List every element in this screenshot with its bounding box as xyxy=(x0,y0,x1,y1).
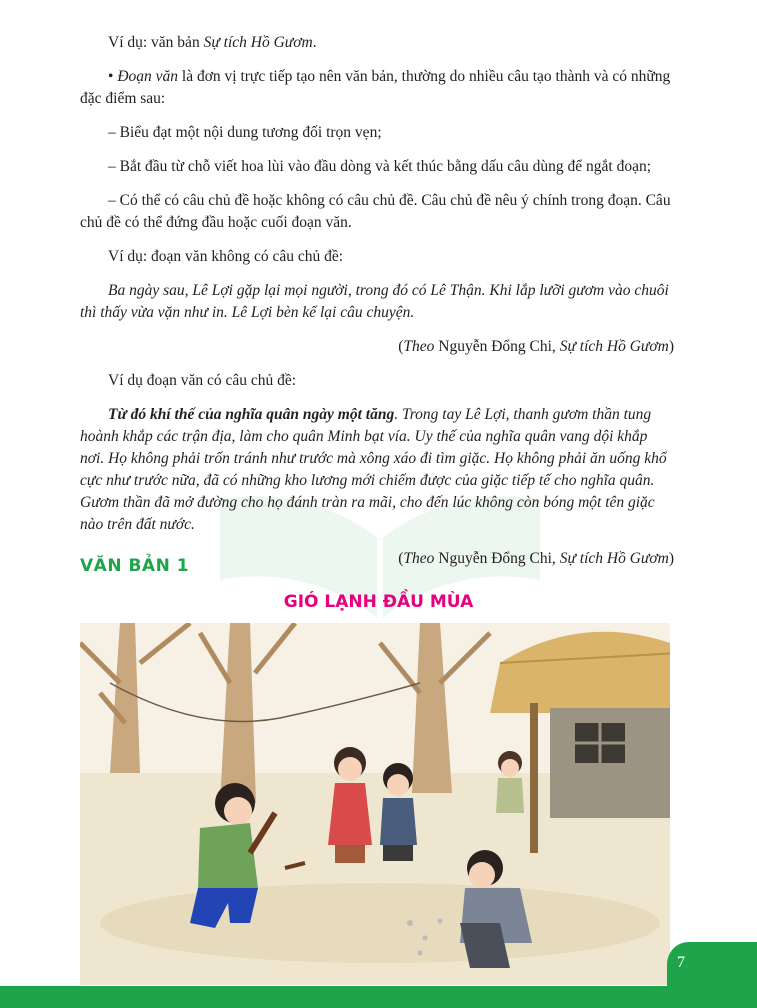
text-run: – Biểu đạt một nội dung tương đối trọn vẹn; xyxy=(108,124,382,141)
story-title: GIÓ LẠNH ĐẦU MÙA xyxy=(283,592,474,612)
story-illustration xyxy=(80,623,670,985)
text-run: ( xyxy=(398,338,404,355)
body-text xyxy=(80,32,674,570)
text-run: Nguyễn Đổng Chi, xyxy=(434,338,560,355)
text-run: . Trong tay Lê Lợi, thanh gươm thần tung hoành khắp các trận địa, làm cho quân Minh bạt vía. Uy thế của nghĩa quân vang dội khắp nơi. Họ không phải trốn tránh như trước mà xông xáo đi tìm giặc. Họ không phải ăn uống khổ cực như trước nữa, đã có những kho lương mới chiếm được của giặc tiếp tế cho nghĩa quân. Gươm thần đã mở đường cho họ đánh tràn ra mãi, cho đến lúc không còn bóng một tên giặc nào trên đất nước. xyxy=(80,406,667,533)
text-run: Sự tích Hồ Gươm xyxy=(559,550,669,567)
text-run: ) xyxy=(668,338,674,355)
example-no-topic-quote xyxy=(80,280,674,324)
feature-3 xyxy=(80,190,674,234)
citation-1 xyxy=(80,336,674,358)
text-run: Ba ngày sau, Lê Lợi gặp lại mọi người, trong đó có Lê Thận. Khi lắp lưỡi gươm vào chuôi thì thấy vừa vặn như in. Lê Lợi bèn kể lại câu chuyện. xyxy=(80,282,669,321)
example-sentence xyxy=(80,32,674,54)
section-label: VĂN BẢN 1 xyxy=(80,556,190,576)
text-run: Ví dụ đoạn văn có câu chủ đề: xyxy=(108,372,297,389)
example-no-topic-label xyxy=(80,246,674,268)
text-run: là đơn vị trực tiếp tạo nên văn bản, thường do nhiều câu tạo thành và có những đặc điểm sau: xyxy=(80,68,671,107)
feature-2 xyxy=(80,156,674,178)
text-run: ( xyxy=(398,550,404,567)
text-run: ) xyxy=(668,550,674,567)
page-number-tab xyxy=(667,942,757,1008)
text-run: Đoạn văn xyxy=(117,68,179,85)
text-run: Nguyễn Đổng Chi, xyxy=(434,550,560,567)
text-run: Từ đó khí thế của nghĩa quân ngày một tăng xyxy=(108,406,395,423)
text-run: • xyxy=(108,68,118,85)
text-run: Ví dụ: văn bản xyxy=(108,34,204,51)
feature-1 xyxy=(80,122,674,144)
example-topic-quote xyxy=(80,404,674,536)
page-number: 7 xyxy=(677,954,685,971)
text-run: – Có thể có câu chủ đề hoặc không có câu chủ đề. Câu chủ đề nêu ý chính trong đoạn. Câu chủ đề có thể đứng đầu hoặc cuối đoạn văn. xyxy=(80,192,671,231)
text-run: Sự tích Hồ Gươm xyxy=(559,338,669,355)
text-run: – Bắt đầu từ chỗ viết hoa lùi vào đầu dòng và kết thúc bằng dấu câu dùng để ngắt đoạn; xyxy=(108,158,652,175)
example-topic-label xyxy=(80,370,674,392)
paragraph-definition xyxy=(80,66,674,110)
text-run: Sự tích Hồ Gươm xyxy=(203,34,313,51)
text-run: Theo xyxy=(403,550,435,567)
text-run: Theo xyxy=(403,338,435,355)
text-run: . xyxy=(312,34,317,51)
text-run: Ví dụ: đoạn văn không có câu chủ đề: xyxy=(108,248,344,265)
footer-band xyxy=(0,986,757,1008)
